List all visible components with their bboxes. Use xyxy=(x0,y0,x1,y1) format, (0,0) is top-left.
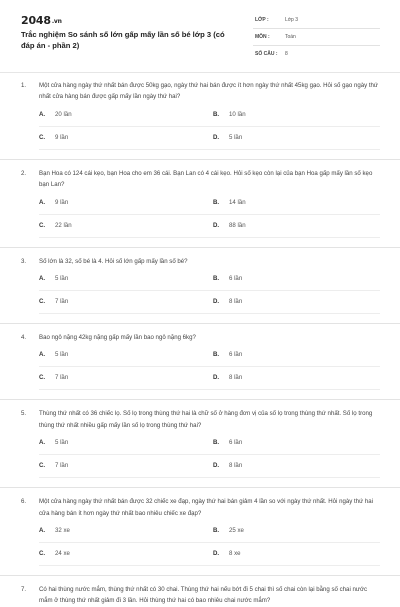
option-divider xyxy=(39,214,380,215)
option-letter: B. xyxy=(213,275,220,283)
question-divider xyxy=(0,575,400,576)
option-letter: D. xyxy=(213,550,220,558)
option-letter: A. xyxy=(39,275,46,283)
answer-option-b[interactable] xyxy=(213,351,242,358)
question-divider xyxy=(0,487,400,488)
answer-option-a[interactable] xyxy=(39,111,72,118)
option-letter: C. xyxy=(39,221,46,229)
option-divider xyxy=(39,565,380,566)
option-text: 5 lần xyxy=(55,275,69,283)
option-text: 88 lần xyxy=(229,221,246,229)
info-value: 8 xyxy=(285,51,288,57)
info-value: Toán xyxy=(285,34,296,40)
logo-text: 2048 xyxy=(21,14,51,27)
question-text xyxy=(0,332,400,343)
question-6 xyxy=(0,496,400,576)
question-list xyxy=(0,80,400,607)
option-text: 5 lần xyxy=(229,133,243,141)
option-letter: C. xyxy=(39,133,46,141)
option-text: 24 xe xyxy=(55,550,70,558)
info-row-class xyxy=(253,12,380,29)
question-divider xyxy=(0,247,400,248)
answer-option-c[interactable] xyxy=(39,462,68,469)
question-body: Bạn Hoa có 124 cái kẹo, bạn Hoa cho em 36 cái. Bạn Lan có 4 cái kẹo. Hỏi số kẹo còn lại của bạn Hoa gấp mấy lần số kẹo bạn Lan? xyxy=(39,169,373,189)
question-7 xyxy=(0,584,400,607)
option-letter: C. xyxy=(39,550,46,558)
option-letter: D. xyxy=(213,133,220,141)
option-text: 9 lần xyxy=(55,133,69,141)
answer-options xyxy=(0,275,400,321)
answer-options xyxy=(0,199,400,245)
info-value: Lớp 3 xyxy=(285,17,299,23)
option-divider xyxy=(39,366,380,367)
option-letter: C. xyxy=(39,374,46,382)
option-text: 8 lần xyxy=(229,374,243,382)
header-divider xyxy=(0,72,400,73)
answer-option-b[interactable] xyxy=(213,275,242,282)
option-text: 7 lần xyxy=(55,374,69,382)
option-text: 6 lần xyxy=(229,275,243,283)
option-divider xyxy=(39,290,380,291)
question-number: 7. xyxy=(21,586,27,594)
option-text: 10 lần xyxy=(229,110,246,118)
option-letter: B. xyxy=(213,527,220,535)
page-title: Trắc nghiệm So sánh số lớn gấp mấy lần số bé lớp 3 (có đáp án - phần 2) xyxy=(21,30,225,50)
answer-option-c[interactable] xyxy=(39,222,72,229)
info-key: LỚP : xyxy=(255,17,269,23)
question-number: 3. xyxy=(21,257,27,265)
option-text: 8 lần xyxy=(229,462,243,470)
answer-option-d[interactable] xyxy=(213,134,242,141)
question-2 xyxy=(0,168,400,248)
option-letter: A. xyxy=(39,198,46,206)
option-divider xyxy=(39,389,380,390)
question-number: 4. xyxy=(21,334,27,342)
question-number: 6. xyxy=(21,498,27,506)
option-text: 5 lần xyxy=(55,439,69,447)
option-text: 20 lần xyxy=(55,110,72,118)
option-divider xyxy=(39,149,380,150)
answer-option-b[interactable] xyxy=(213,111,246,118)
option-divider xyxy=(39,313,380,314)
info-row-subject xyxy=(253,29,380,46)
info-key: SỐ CÂU : xyxy=(255,51,278,57)
question-text xyxy=(0,168,400,191)
option-letter: B. xyxy=(213,198,220,206)
answer-options xyxy=(0,111,400,157)
option-divider xyxy=(39,542,380,543)
question-text xyxy=(0,256,400,267)
option-text: 8 lần xyxy=(229,298,243,306)
option-text: 6 lần xyxy=(229,351,243,359)
option-letter: A. xyxy=(39,351,46,359)
question-divider xyxy=(0,323,400,324)
question-divider xyxy=(0,399,400,400)
answer-option-a[interactable] xyxy=(39,527,70,534)
question-body: Một cửa hàng ngày thứ nhất bán được 50kg gạo, ngày thứ hai bán được ít hơn ngày thứ nhất 45kg gạo. Hỏi số gạo ngày thứ nhất cửa hàng bán được gấp mấy lần ngày thứ hai? xyxy=(39,82,379,101)
option-text: 7 lần xyxy=(55,462,69,470)
answer-option-c[interactable] xyxy=(39,298,68,305)
question-body: Số lớn là 32, số bé là 4. Hỏi số lớn gấp mấy lần số bé? xyxy=(39,257,188,265)
question-4 xyxy=(0,332,400,400)
question-text xyxy=(0,80,400,103)
option-text: 7 lần xyxy=(55,298,69,306)
answer-option-d[interactable] xyxy=(213,550,241,557)
answer-option-c[interactable] xyxy=(39,134,68,141)
question-5 xyxy=(0,408,400,488)
question-number: 1. xyxy=(21,82,27,89)
option-letter: D. xyxy=(213,298,220,306)
answer-option-d[interactable] xyxy=(213,298,242,305)
answer-option-b[interactable] xyxy=(213,527,244,534)
question-number: 5. xyxy=(21,410,27,418)
question-1 xyxy=(0,80,400,160)
info-key: MÔN : xyxy=(255,34,270,40)
question-body: Thùng thứ nhất có 36 chiếc lọ. Số lọ trong thùng thứ hai là chữ số ở hàng đơn vị của số lọ trong thùng thứ nhất. Số lọ trong thùng thứ nhất nhiều gấp mấy lần số lọ trong thùng thứ hai? xyxy=(39,410,373,429)
option-divider xyxy=(39,126,380,127)
option-text: 5 lần xyxy=(55,351,69,359)
answer-option-c[interactable] xyxy=(39,374,68,381)
option-text: 22 lần xyxy=(55,221,72,229)
question-3 xyxy=(0,256,400,324)
option-text: 9 lần xyxy=(55,198,69,206)
answer-options xyxy=(0,527,400,573)
answer-option-a[interactable] xyxy=(39,439,68,446)
site-logo[interactable] xyxy=(21,14,62,27)
question-body: Một cửa hàng ngày thứ nhất bán được 32 chiếc xe đạp, ngày thứ hai bán giảm 4 lần so với ngày thứ nhất. Hỏi ngày thứ hai cửa hàng bán ít hơn ngày thứ nhất bao nhiêu chiếc xe đạp? xyxy=(39,498,373,517)
question-text xyxy=(0,408,400,431)
answer-option-b[interactable] xyxy=(213,199,246,206)
answer-options xyxy=(0,439,400,485)
answer-option-a[interactable] xyxy=(39,275,68,282)
option-divider xyxy=(39,237,380,238)
option-letter: B. xyxy=(213,439,220,447)
option-text: 6 lần xyxy=(229,439,243,447)
answer-option-a[interactable] xyxy=(39,199,68,206)
option-letter: C. xyxy=(39,298,46,306)
option-letter: A. xyxy=(39,110,46,118)
option-letter: B. xyxy=(213,351,220,359)
option-text: 25 xe xyxy=(229,527,244,535)
option-letter: C. xyxy=(39,462,46,470)
option-text: 14 lần xyxy=(229,198,246,206)
option-letter: D. xyxy=(213,374,220,382)
question-body: Có hai thùng nước mắm, thùng thứ nhất có 30 chai. Thùng thứ hai nếu bớt đi 5 chai thì số chai còn lại bằng số chai nước mắm ở thùng thứ nhất giảm đi 3 lần. Hỏi thùng thứ hai có bao nhiêu chai nước mắm? xyxy=(39,586,367,605)
answer-option-b[interactable] xyxy=(213,439,242,446)
answer-options xyxy=(0,351,400,397)
question-divider xyxy=(0,159,400,160)
question-body: Bao ngô nặng 42kg nặng gấp mấy lần bao ngô nặng 6kg? xyxy=(39,334,196,342)
option-letter: A. xyxy=(39,527,46,535)
answer-option-d[interactable] xyxy=(213,374,242,381)
answer-option-d[interactable] xyxy=(213,462,242,469)
option-letter: A. xyxy=(39,439,46,447)
logo-suffix: .vn xyxy=(51,18,62,25)
option-divider xyxy=(39,477,380,478)
question-text xyxy=(0,584,400,607)
question-number: 2. xyxy=(21,169,27,177)
option-letter: D. xyxy=(213,221,220,229)
answer-option-d[interactable] xyxy=(213,222,246,229)
page-header xyxy=(0,0,400,70)
answer-option-c[interactable] xyxy=(39,550,70,557)
option-text: 32 xe xyxy=(55,527,70,535)
option-letter: B. xyxy=(213,110,220,118)
question-text xyxy=(0,496,400,519)
info-row-count xyxy=(253,46,380,63)
answer-option-a[interactable] xyxy=(39,351,68,358)
option-letter: D. xyxy=(213,462,220,470)
info-panel xyxy=(253,12,380,63)
option-divider xyxy=(39,454,380,455)
option-text: 8 xe xyxy=(229,550,241,558)
